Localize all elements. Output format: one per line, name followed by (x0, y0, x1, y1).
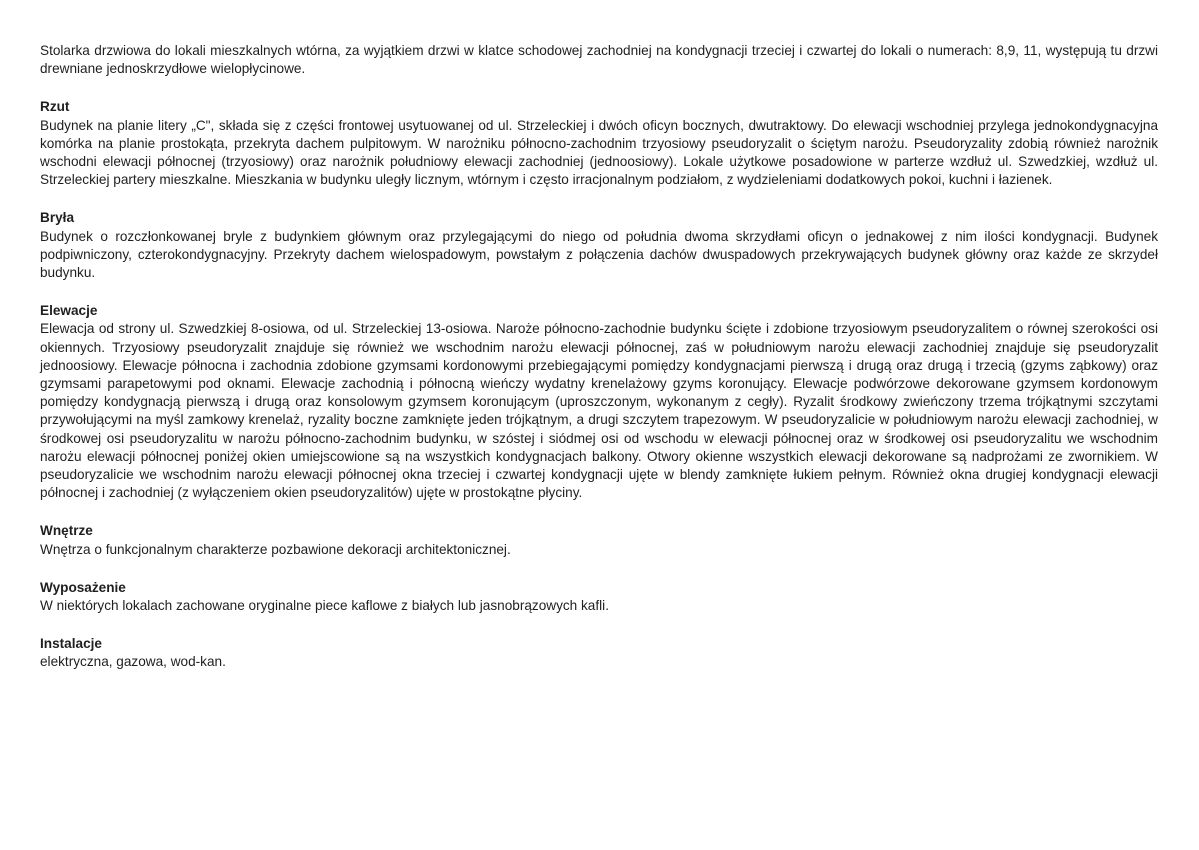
section-heading: Elewacje (40, 303, 98, 319)
section-text: W niektórych lokalach zachowane oryginalne piece kaflowe z białych lub jasnobrązowych kafli. (40, 598, 609, 614)
section-heading: Wnętrze (40, 523, 93, 539)
section-text: Wnętrza o funkcjonalnym charakterze pozbawione dekoracji architektonicznej. (40, 541, 511, 557)
section-text: Elewacja od strony ul. Szwedzkiej 8-osiowa, od ul. Strzeleckiej 13-osiowa. Naroże północno-zachodnie budynku ścięte i zdobione trzyosiowym pseudoryzalitem o równej szerokości osi okiennych. Trzyosiowy pseudoryzalit znajduje się również we wschodnim narożu elewacji północnej, zaś w południowym narożu elewacji zachodniej znajduje się pseudoryzalit jednoosiowy. Elewacje północna i zachodnia zdobione gzymsami kordonowymi przebiegającymi pomiędzy kondygnacjami pierwszą i drugą oraz drugą i trzecią (gzyms ząbkowy) oraz gzymsami parapetowymi pod oknami. Elewacje zachodnią i północną wieńczy wydatny krenelażowy gzyms koronujący. Elewacje podwórzowe dekorowane gzymsem kordonowym pomiędzy kondygnacją pierwszą i drugą oraz konsolowym gzymsem koronującym (uproszczonym, wykonanym z cegły). Ryzalit środkowy zwieńczony trzema trójkątnymi szczytami przywołującymi na myśl zamkowy krenelaż, ryzality boczne zamknięte jeden trójkątnym, a drugi szczytem trapezowym. W pseudoryzalicie w południowym narożu elewacji zachodniej, w środkowej osi pseudoryzalitu w narożu północno-zachodnim budynku, w szóstej i siódmej osi od wschodu w elewacji północnej oraz w środkowej osi pseudoryzalitu we wschodnim narożu elewacji północnej poniżej okien umiejscowione są na wszystkich kondygnacjach balkony. Otwory okienne wszystkich elewacji dekorowane są nadprożami ze zwornikiem. W pseudoryzalicie we wschodnim narożu elewacji północnej okna trzeciej i czwartej kondygnacji ujęte w blendy zamknięte łukiem pełnym. Również okna drugiej kondygnacji elewacji północnej i zachodniej (z wyłączeniem okien pseudoryzalitów) ujęte w prostokątne płyciny. (40, 321, 1158, 501)
section-heading: Bryła (40, 210, 75, 226)
document-page (40, 42, 1158, 672)
section-rzut (40, 98, 1158, 189)
section-bryla (40, 209, 1158, 282)
section-wnetrze (40, 522, 1158, 558)
section-heading: Wyposażenie (40, 579, 126, 595)
section-text: elektryczna, gazowa, wod-kan. (40, 654, 226, 670)
section-elewacje (40, 302, 1158, 502)
section-instalacje (40, 635, 1158, 671)
section-text: Budynek na planie litery „C", składa się z części frontowej usytuowanej od ul. Strzeleckiej i dwóch oficyn bocznych, dwutraktowy. Do elewacji wschodniej przylega jednokondygnacyjna komórka na planie prostokąta, przekryta dachem pulpitowym. W narożniku północno-zachodnim trzyosiowy pseudoryzalit o ściętym narożu. Pseudoryzality zdobią również narożnik wschodni elewacji północnej (trzyosiowy) oraz narożnik południowy elewacji zachodniej (jednoosiowy). Lokale użytkowe posadowione w parterze wzdłuż ul. Szwedzkiej, wzdłuż ul. Strzeleckiej partery mieszkalne. Mieszkania w budynku uległy licznym, wtórnym i często irracjonalnym podziałom, z wydzieleniami dodatkowych pokoi, kuchni i łazienek. (40, 117, 1158, 188)
intro-paragraph: Stolarka drzwiowa do lokali mieszkalnych wtórna, za wyjątkiem drzwi w klatce schodowej zachodniej na kondygnacji trzeciej i czwartej do lokali o numerach: 8,9, 11, występują tu drzwi drewniane jednoskrzydłowe wielopłycinowe. (40, 43, 1158, 77)
section-text: Budynek o rozczłonkowanej bryle z budynkiem głównym oraz przylegającymi do niego od południa dwoma skrzydłami oficyn o jednakowej z nim ilości kondygnacji. Budynek podpiwniczony, czterokondygnacyjny. Przekryty dachem wielospadowym, powstałym z połączenia dachów dwuspadowych przekrywających budynek główny oraz każde ze skrzydeł budynku. (40, 228, 1158, 281)
section-heading: Rzut (40, 99, 70, 115)
section-wyposazenie (40, 579, 1158, 615)
section-heading: Instalacje (40, 636, 102, 652)
